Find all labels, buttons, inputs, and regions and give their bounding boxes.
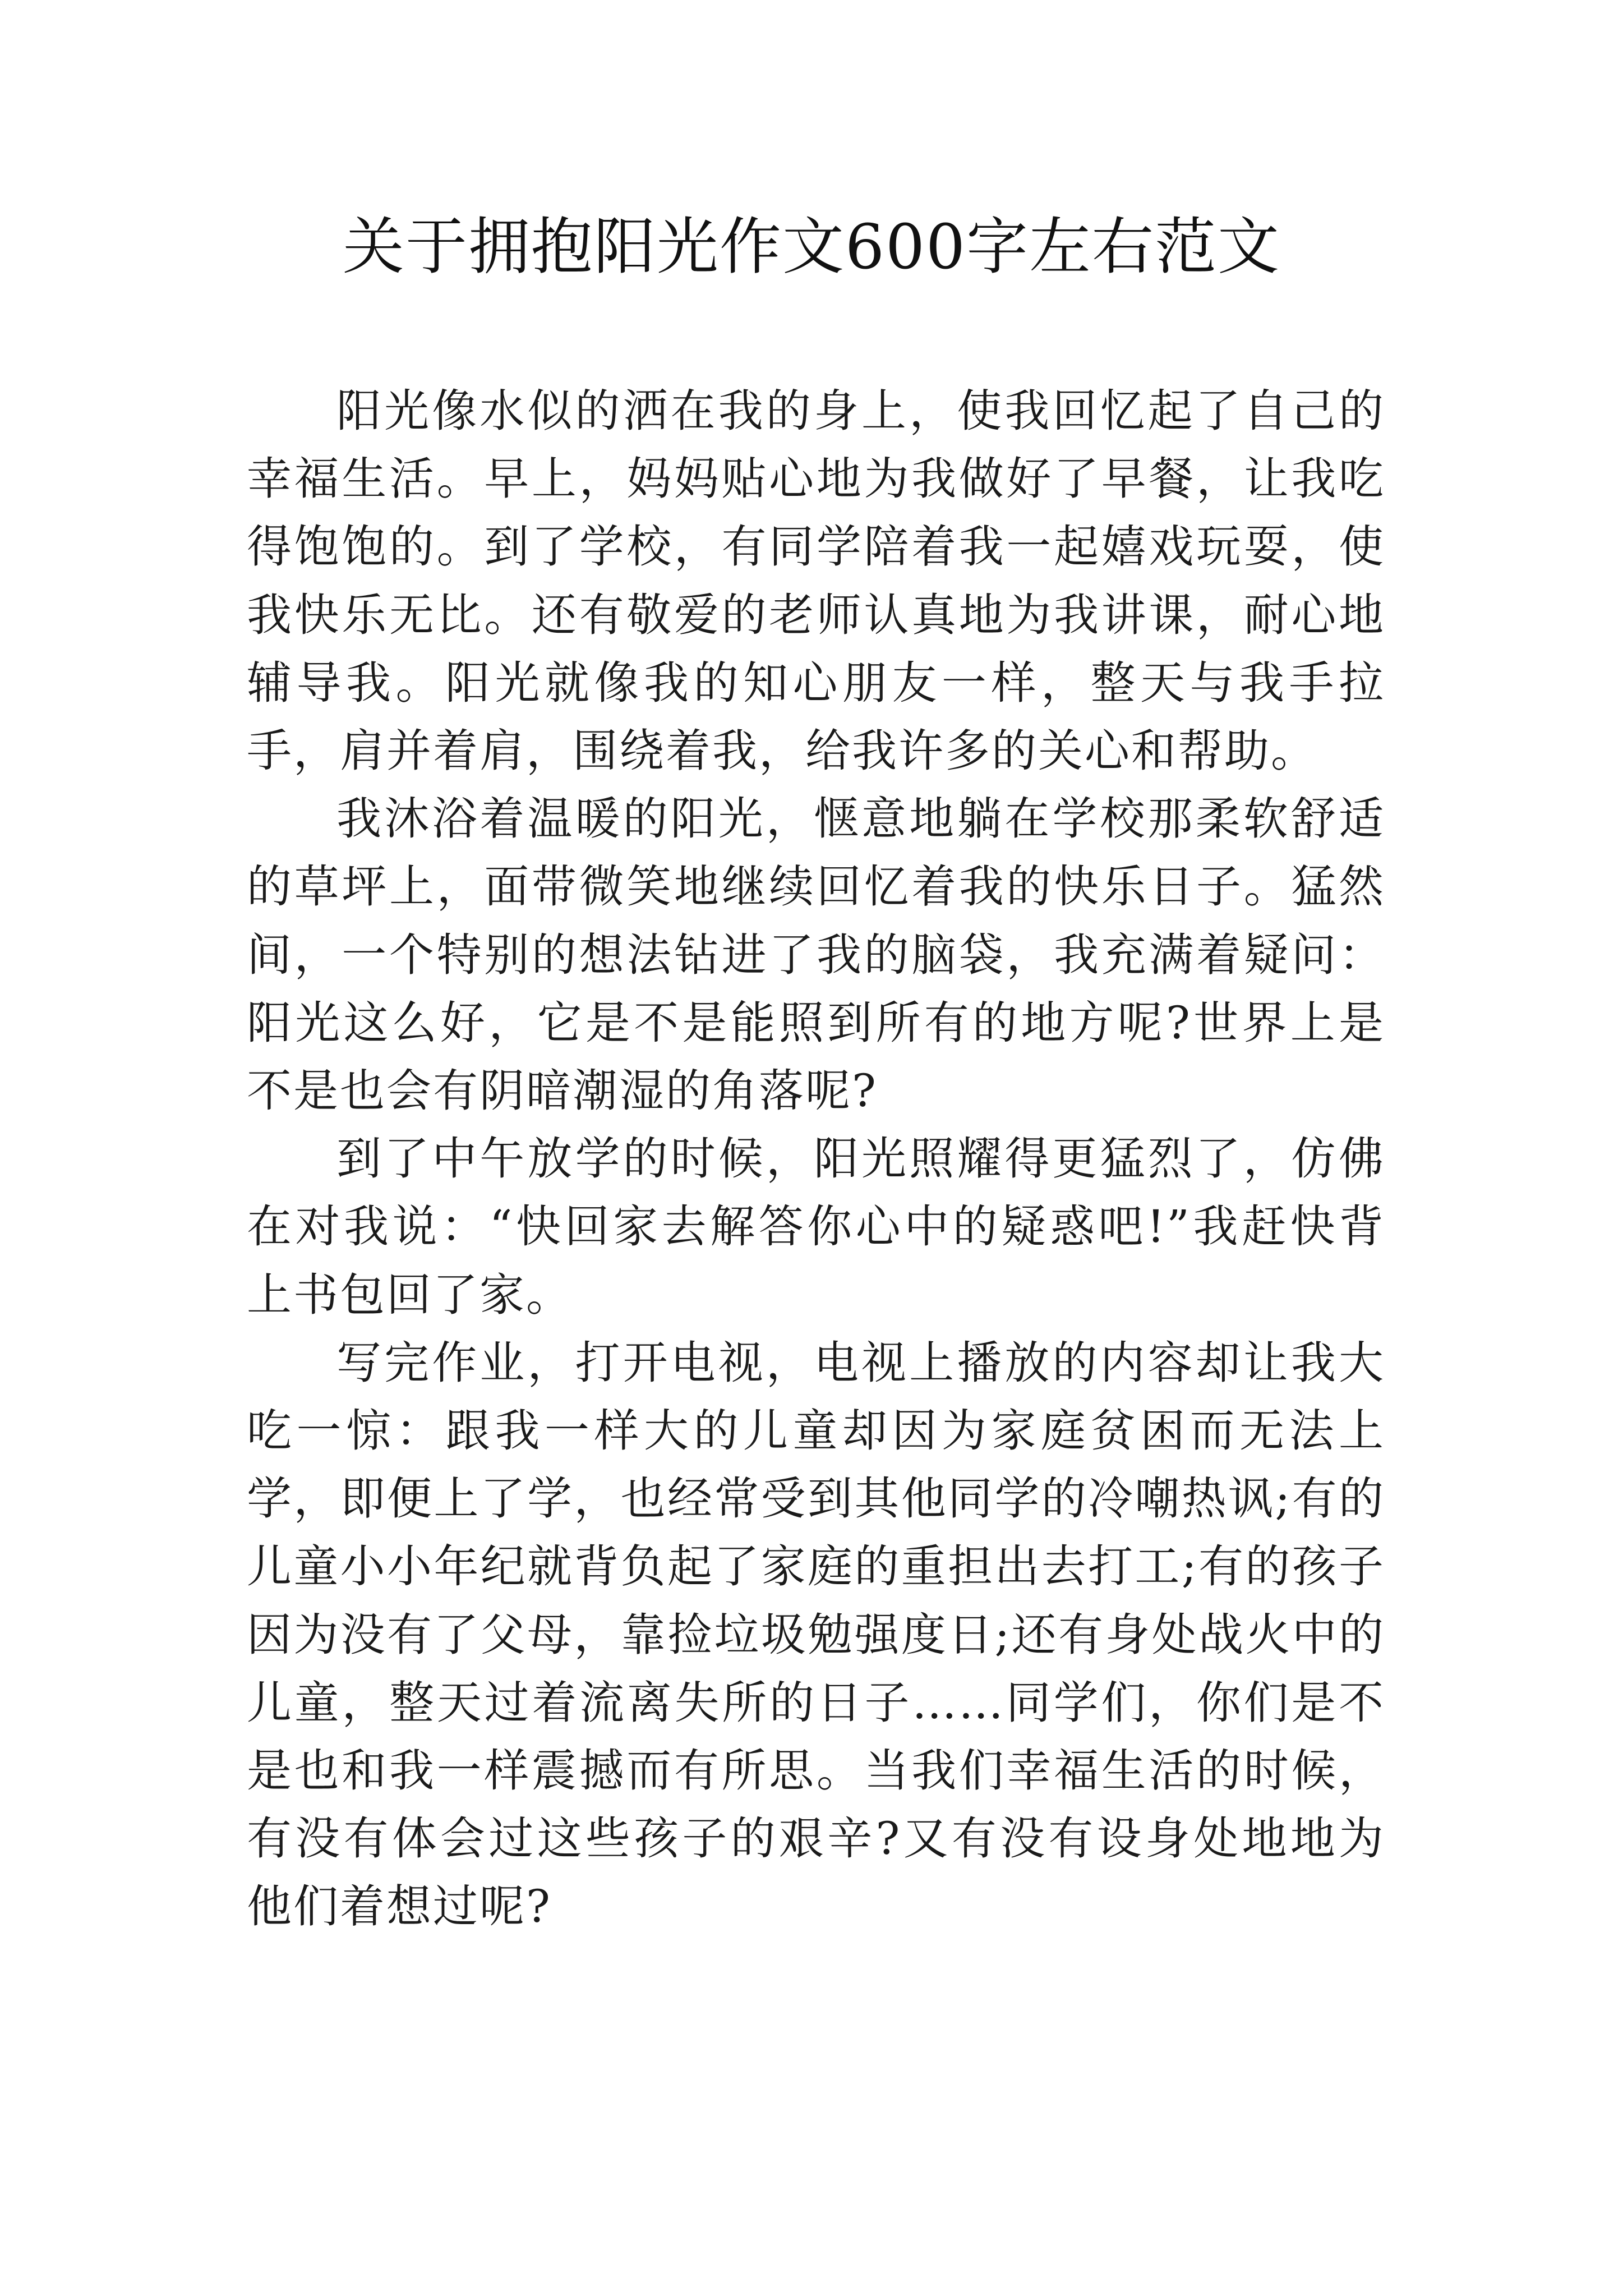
paragraph-4: 写完作业，打开电视，电视上播放的内容却让我大吃一惊：跟我一样大的儿童却因为家庭贫困而无法上学，即便上了学，也经常受到其他同学的冷嘲热讽;有的儿童小小年纪就背负起了家庭的重担出去打工;有的孩子因为没有了父母，靠捡垃圾勉强度日;还有身处战火中的儿童，整天过着流离失所的日子……同学们，你们是不是也和我一样震撼而有所思。当我们幸福生活的时候，有没有体会过这些孩子的艰辛?又有没有设身处地地为他们着想过呢?: [247, 1336, 1385, 1933]
document-title: 关于拥抱阳光作文600字左右范文: [343, 211, 1280, 283]
paragraph-3: 到了中午放学的时候，阳光照耀得更猛烈了，仿佛在对我说：“快回家去解答你心中的疑惑吧!”我赶快背上书包回了家。: [247, 1133, 1385, 1321]
paragraph-2: 我沐浴着温暖的阳光，惬意地躺在学校那柔软舒适的草坪上，面带微笑地继续回忆着我的快乐日子。猛然间，一个特别的想法钻进了我的脑袋，我充满着疑问：阳光这么好，它是不是能照到所有的地方呢?世界上是不是也会有阴暗潮湿的角落呢?: [247, 793, 1385, 1117]
document-body: [247, 377, 1385, 1941]
paragraph-1: 阳光像水似的洒在我的身上，使我回忆起了自己的幸福生活。早上，妈妈贴心地为我做好了早餐，让我吃得饱饱的。到了学校，有同学陪着我一起嬉戏玩耍，使我快乐无比。还有敬爱的老师认真地为我讲课，耐心地辅导我。阳光就像我的知心朋友一样，整天与我手拉手，肩并着肩，围绕着我，给我许多的关心和帮助。: [247, 385, 1385, 777]
